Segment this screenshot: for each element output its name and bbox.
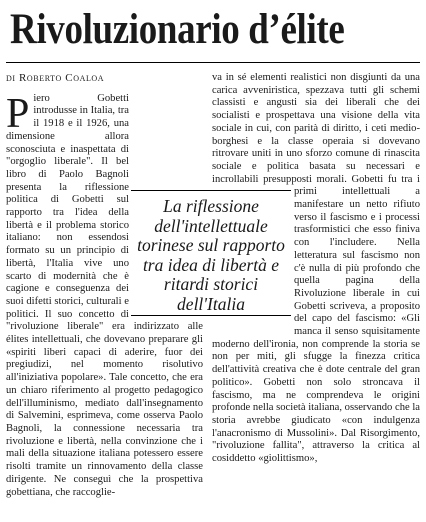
article-text-right: va in sé elementi realistici non disgiunti da una carica avveniristica, spezzava tutti gli schemi classisti e angusti sia dei liberali che dei socialisti e prospettava una visione della vita sociale in cui, con parità di diritto, i ceti medio-borghesi e la classe operaia si dovevano ritrovare uniti in uno sforzo comune di rinascita sociale e politica basata su necessari e incrollabili presupposti morali. Gobetti fu tra i primi intellettuali a manifestare un netto rifiuto verso il fascismo e i processi trasformistici che esso finiva con l'includere. Nella letteratura sul fascismo non c'è nulla di più profondo che quella pagina della Rivoluzione liberale in cui Gobetti scriveva, a proposito del capo del fascismo: «Gli manca il senso squisitamente moderno dell'ironia, non comprende la storia se non per miti, gli sfugge la finezza critica dell'attività creativa che è dote centrale del gran politico». Gobetti non solo stroncava il fascismo, ma ne comprendeva le origini profonde nella società italiana, osservando che la storia avrebbe giudicato «con indulgenza l'anacronismo di Mussolini». Dal Risorgimento, "rivoluzione fallita", attraverso la critica al cosiddetto «giolittismo», xyxy=(212,72,420,465)
headline-rule xyxy=(6,62,420,63)
article-text-left: iero Gobetti introdusse in Italia, tra il 1918 e il 1926, una dimensione allora sconosciuta e inaspettata di "orgoglio liberale". Il bel libro di Paolo Bagnoli presenta la riflessione politica di Gobetti sul rapporto tra l'idea della libertà e il problema storico italiano: non essendosi formato su un principio di libertà, l'Italia vive uno scarto di modernità che è cagione e conseguenza dei suoi difetti storici, culturali e politici. Il suo concetto di "rivoluzione liberale" era indirizzato alle élites intellettuali, che dovevano preparare gli «spiriti liberi capaci di aderire, fuor dei pregiudizi, nel momento risolutivo all'iniziativa popolare». Tale concetto, che era un chiaro riferimento al progetto pedagogico dell'illuminismo, mediato dall'insegnamento di Salvemini, esprimeva, come osserva Paolo Bagnoli, la connessione necessaria tra rivoluzione e libertà, nella convinzione che i mali della situazione italiana potessero essere risolti tramite un rinnovamento della classe dirigente. Ne conseguì che la prospettiva gobettiana, che raccoglie- xyxy=(6,92,203,498)
headline: Rivoluzionario d’élite xyxy=(10,6,345,53)
pull-quote: La riflessione dell'intellettuale torinese sul rapporto tra idea di libertà e ritardi storici dell'Italia xyxy=(131,190,291,316)
byline: di Roberto Coaloa xyxy=(6,72,105,84)
drop-cap: P xyxy=(6,90,30,137)
